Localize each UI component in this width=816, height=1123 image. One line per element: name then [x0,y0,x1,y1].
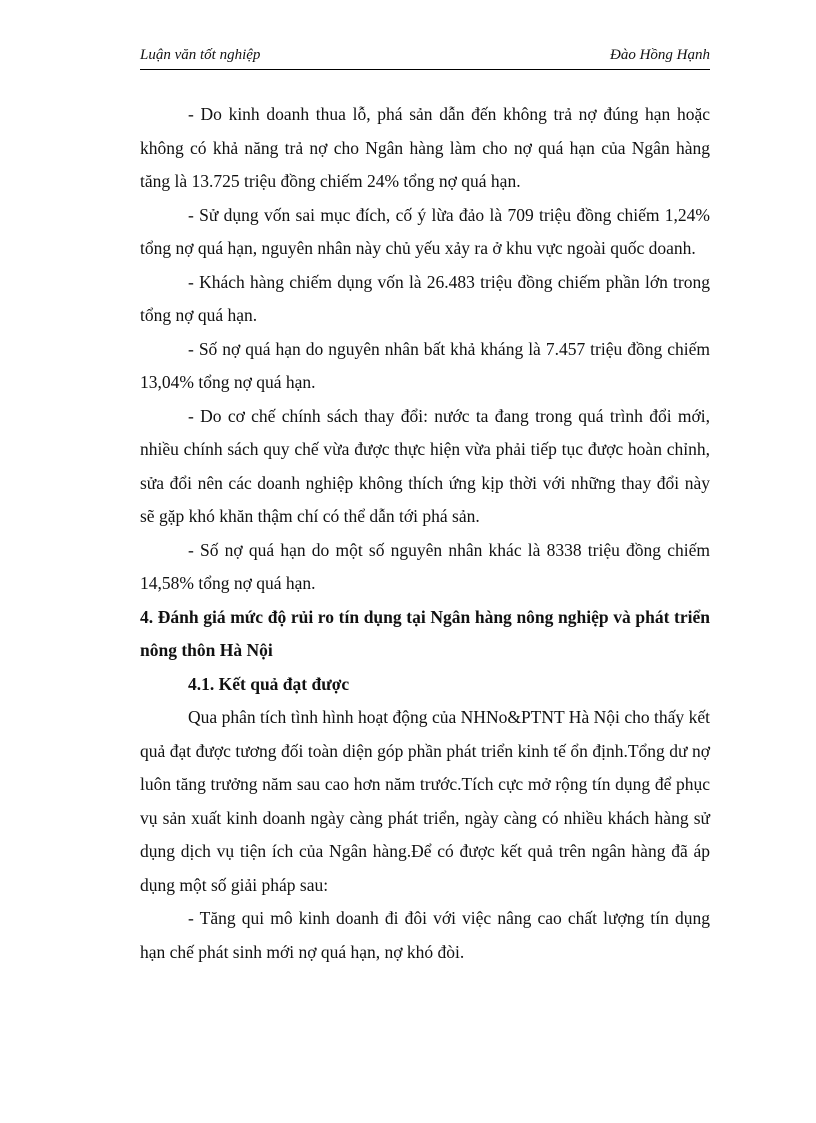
paragraph-results-analysis: Qua phân tích tình hình hoạt động của NHNo&PTNT Hà Nội cho thấy kết quả đạt được tương đối toàn diện góp phần phát triển kinh tế ổn định.Tổng dư nợ luôn tăng trưởng năm sau cao hơn năm trước.Tích cực mở rộng tín dụng để phục vụ sản xuất kinh doanh ngày càng phát triển, ngày càng có nhiều khách hàng sử dụng dịch vụ tiện ích của Ngân hàng.Để có được kết quả trên ngân hàng đã áp dụng một số giải pháp sau: [140,707,710,895]
section-heading-4: 4. Đánh giá mức độ rủi ro tín dụng tại Ngân hàng nông nghiệp và phát triển nông thôn Hà Nội [140,606,710,660]
paragraph-capital-misuse: - Sử dụng vốn sai mục đích, cố ý lừa đảo là 709 triệu đồng chiếm 1,24% tổng nợ quá hạn, nguyên nhân này chủ yếu xảy ra ở khu vực ngoài quốc doanh. [140,204,710,258]
section-heading-4-1: 4.1. Kết quả đạt được [188,673,350,694]
header-author-name: Đào Hồng Hạnh [610,47,710,63]
paragraph-business-losses: - Do kinh doanh thua lỗ, phá sản dẫn đến không trả nợ đúng hạn hoặc không có khả năng trả nợ cho Ngân hàng làm cho nợ quá hạn của Ngân hàng tăng là 13.725 triệu đồng chiếm 24% tổng nợ quá hạn. [140,104,710,191]
page-header [140,45,710,70]
header-thesis-title: Luận văn tốt nghiệp [140,47,261,63]
document-body [140,98,710,969]
paragraph-other-causes: - Số nợ quá hạn do một số nguyên nhân khác là 8338 triệu đồng chiếm 14,58% tổng nợ quá hạn. [140,539,710,593]
paragraph-scale-increase: - Tăng qui mô kinh doanh đi đôi với việc nâng cao chất lượng tín dụng hạn chế phát sinh mới nợ quá hạn, nợ khó đòi. [140,908,710,962]
paragraph-capital-appropriation: - Khách hàng chiếm dụng vốn là 26.483 triệu đồng chiếm phần lớn trong tổng nợ quá hạn. [140,271,710,325]
paragraph-force-majeure: - Số nợ quá hạn do nguyên nhân bất khả kháng là 7.457 triệu đồng chiếm 13,04% tổng nợ quá hạn. [140,338,710,392]
paragraph-policy-changes: - Do cơ chế chính sách thay đổi: nước ta đang trong quá trình đổi mới, nhiều chính sách quy chế vừa được thực hiện vừa phải tiếp tục được hoàn chỉnh, sửa đổi nên các doanh nghiệp không thích ứng kịp thời với những thay đổi này sẽ gặp khó khăn thậm chí có thể dẫn tới phá sản. [140,405,710,526]
